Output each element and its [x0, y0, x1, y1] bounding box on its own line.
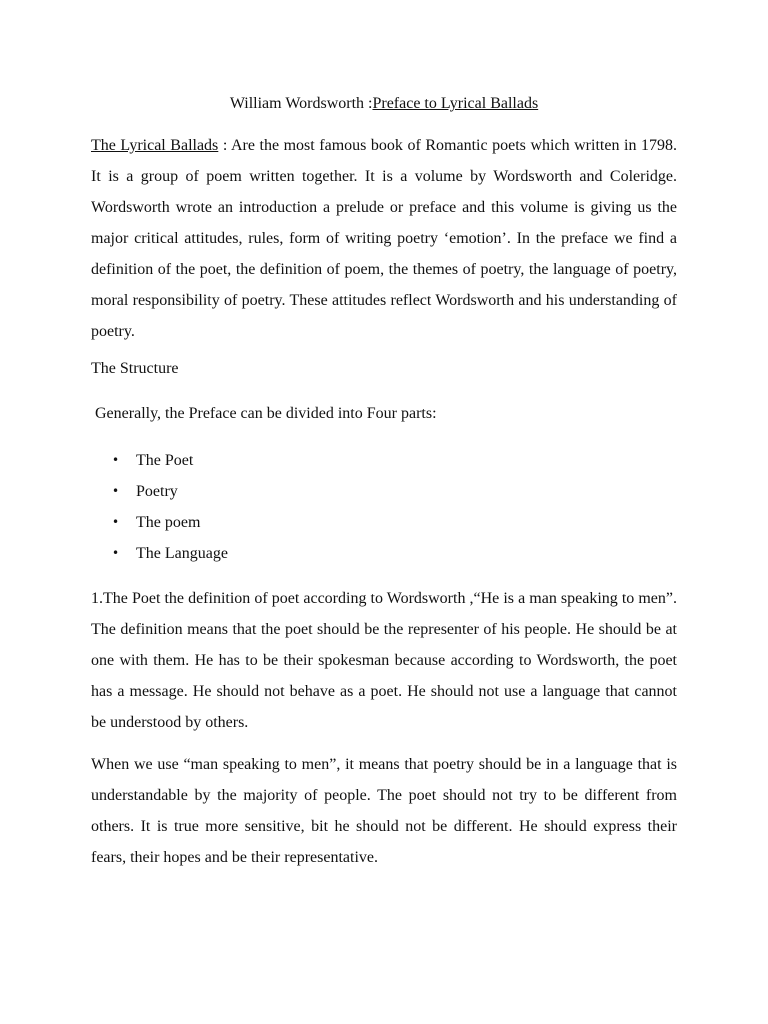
intro-paragraph	[91, 130, 677, 347]
list-item	[91, 445, 677, 476]
document-body	[91, 93, 677, 873]
list-item-label: The poem	[136, 514, 201, 531]
bullet-icon: •	[112, 515, 120, 529]
list-item-label: The Poet	[136, 452, 194, 469]
bullet-icon: •	[112, 484, 120, 498]
list-item	[91, 476, 677, 507]
intro-term: The Lyrical Ballads	[91, 137, 219, 154]
title-underlined: Preface to Lyrical Ballads	[372, 95, 539, 112]
bullet-icon: •	[112, 546, 120, 560]
document-title	[91, 93, 677, 115]
title-prefix: William Wordsworth :	[229, 95, 373, 112]
list-item	[91, 538, 677, 569]
list-item	[91, 507, 677, 538]
list-item-label: The Language	[136, 545, 228, 562]
intro-text: : Are the most famous book of Romantic poets which written in 1798. It is a group of poem written together. It is a volume by Wordsworth and Coleridge. Wordsworth wrote an introduction a prelude or preface and this volume is giving us the major critical attitudes, rules, form of writing poetry ‘emotion’. In the preface we find a definition of the poet, the definition of poem, the themes of poetry, the language of poetry, moral responsibility of poetry. These attitudes reflect Wordsworth and his understanding of poetry.	[91, 137, 677, 340]
list-item-label: Poetry	[136, 483, 178, 500]
bullet-icon: •	[112, 453, 120, 467]
poet-paragraph: 1.The Poet the definition of poet according to Wordsworth ,“He is a man speaking to men”. The definition means that the poet should be the representer of his people. He should be at one with them. He has to be their spokesman because according to Wordsworth, the poet has a message. He should not behave as a poet. He should not use a language that cannot be understood by others.	[91, 590, 677, 731]
parts-intro: Generally, the Preface can be divided into Four parts:	[95, 405, 437, 422]
structure-heading: The Structure	[91, 360, 179, 377]
men-paragraph: When we use “man speaking to men”, it means that poetry should be in a language that is understandable by the majority of people. The poet should not try to be different from others. It is true more sensitive, bit he should not be different. He should express their fears, their hopes and be their representative.	[91, 756, 677, 866]
parts-list	[91, 445, 677, 569]
